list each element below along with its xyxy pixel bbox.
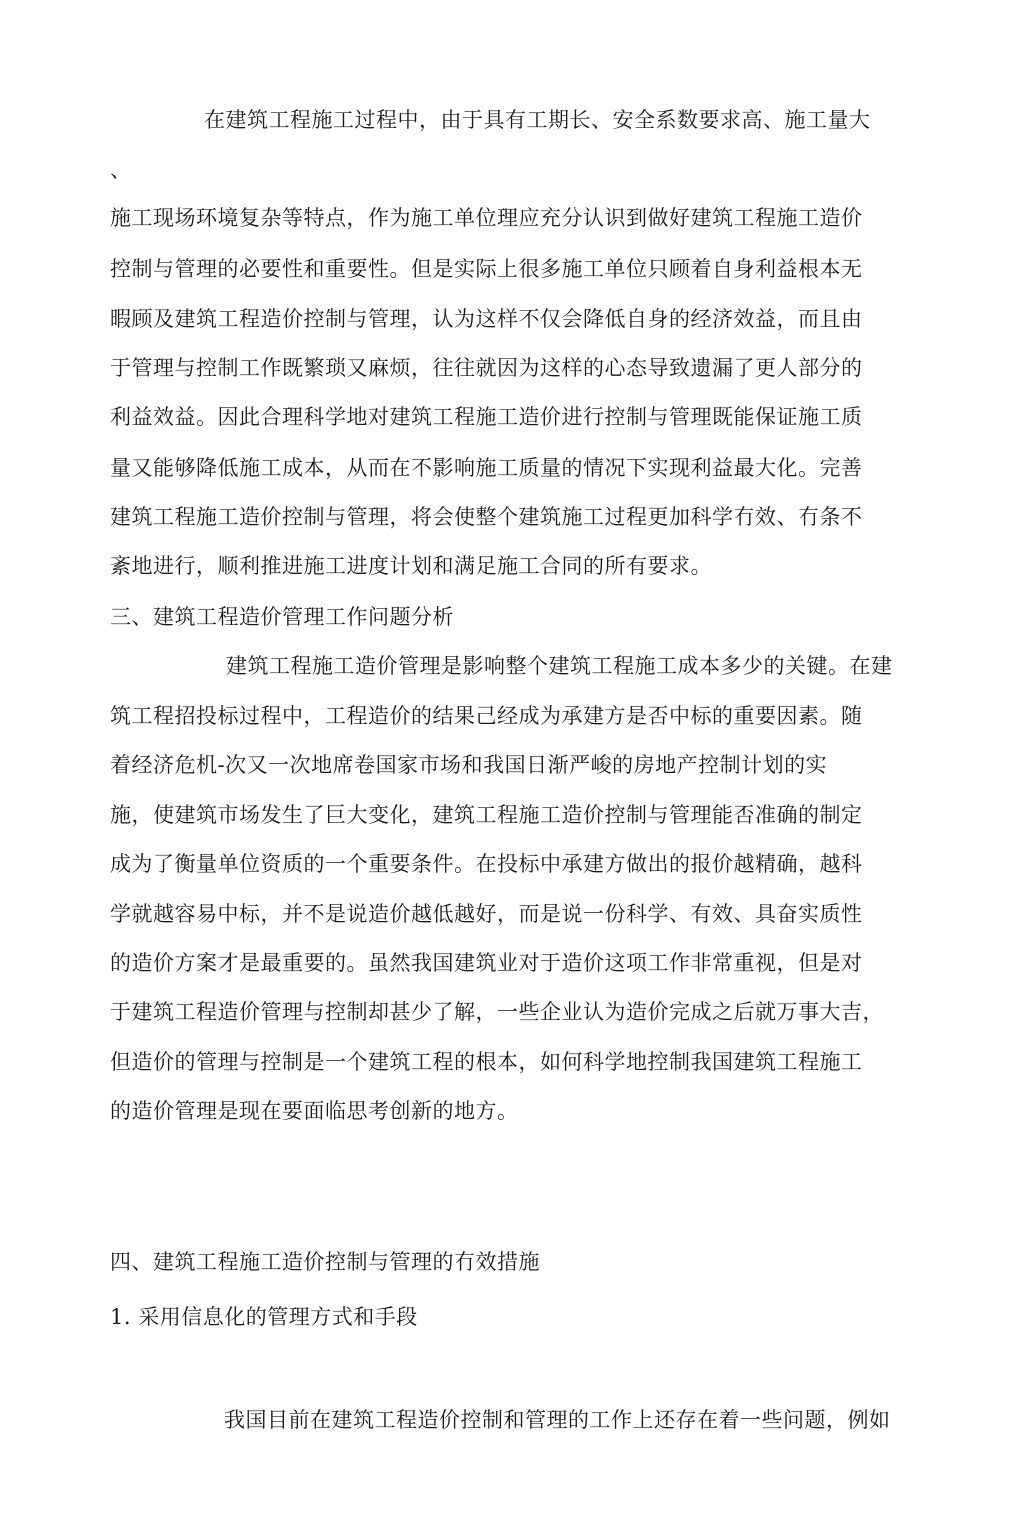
paragraph-1-line-2: 、	[110, 158, 132, 182]
paragraph-1-line-10: 紊地进行，顺利推进施工进度计划和满足施工合同的所有要求。	[110, 554, 712, 578]
paragraph-2-line-1: 建筑工程施工造价管理是影响整个建筑工程施工成本多少的关键。在建	[226, 654, 893, 678]
paragraph-2-line-8: 于建筑工程造价管理与控制却甚少了解，一些企业认为造价完成之后就万事大吉，	[110, 1000, 884, 1024]
section-heading-4: 四、建筑工程施工造价控制与管理的冇效措施	[110, 1250, 540, 1274]
paragraph-1-line-3: 施工现场环境复杂等特点，作为施工单位理应充分认识到做好建筑工程施工造价	[110, 206, 863, 230]
paragraph-1-line-1: 在建筑工程施工过程中，由于具有工期长、安全系数要求高、施工量大	[204, 108, 871, 132]
subsection-heading-1: 1. 采用信息化的管理方式和手段	[110, 1305, 418, 1329]
paragraph-2-line-6: 学就越容易中标，并不是说造价越低越好，而是说一份科学、有效、具奋实质性	[110, 902, 863, 926]
paragraph-1-line-9: 建筑工程施工造价控制与管理，将会使整个建筑施工过程更加科学冇效、冇条不	[110, 505, 863, 529]
paragraph-2-line-4: 施，使建筑市场发生了巨大变化，建筑工程施工造价控制与管理能否准确的制定	[110, 803, 863, 827]
paragraph-2-line-3: 着经济危机-次又一次地席卷国家市场和我国日渐严峻的房地产控制计划的实	[110, 753, 828, 777]
paragraph-2-line-9: 但造价的管理与控制是一个建筑工程的根本，如何科学地控制我国建筑工程施工	[110, 1050, 863, 1074]
paragraph-1-line-5: 暇顾及建筑工程造价控制与管理，认为这样不仅会降低自身的经济效益，而且由	[110, 307, 863, 331]
paragraph-1-line-8: 量又能够降低施工成本，从而在不影响施工质量的情况下实现利益最大化。完善	[110, 456, 863, 480]
paragraph-2-line-10: 的造价管理是现在要面临思考创新的地方。	[110, 1099, 519, 1123]
paragraph-2-line-5: 成为了衡量单位资质的一个重要条件。在投标中承建方做出的报价越精确，越科	[110, 852, 863, 876]
section-heading-3: 三、建筑工程造价管理工作问题分析	[110, 605, 454, 629]
paragraph-1-line-4: 控制与管理的必要性和重要性。但是实际上很多施工单位只顾着自身利益根本无	[110, 257, 863, 281]
paragraph-2-line-2: 筑工程招投标过程中，工程造价的结果己经成为承建方是否中标的重要因素。随	[110, 704, 863, 728]
paragraph-1-line-7: 利益效益。因此合理科学地对建筑工程施工造价进行控制与管理既能保证施工质	[110, 405, 863, 429]
paragraph-3-line-1: 我国目前在建筑工程造价控制和管理的工作上还存在着一些问题，例如	[224, 1408, 891, 1432]
paragraph-1-line-6: 于管理与控制工作既繁琐又麻烦，往往就因为这样的心态导致遗漏了更人部分的	[110, 356, 863, 380]
paragraph-2-line-7: 的造价方案才是最重要的。虽然我国建筑业对于造价这项工作非常重视，但是对	[110, 951, 863, 975]
